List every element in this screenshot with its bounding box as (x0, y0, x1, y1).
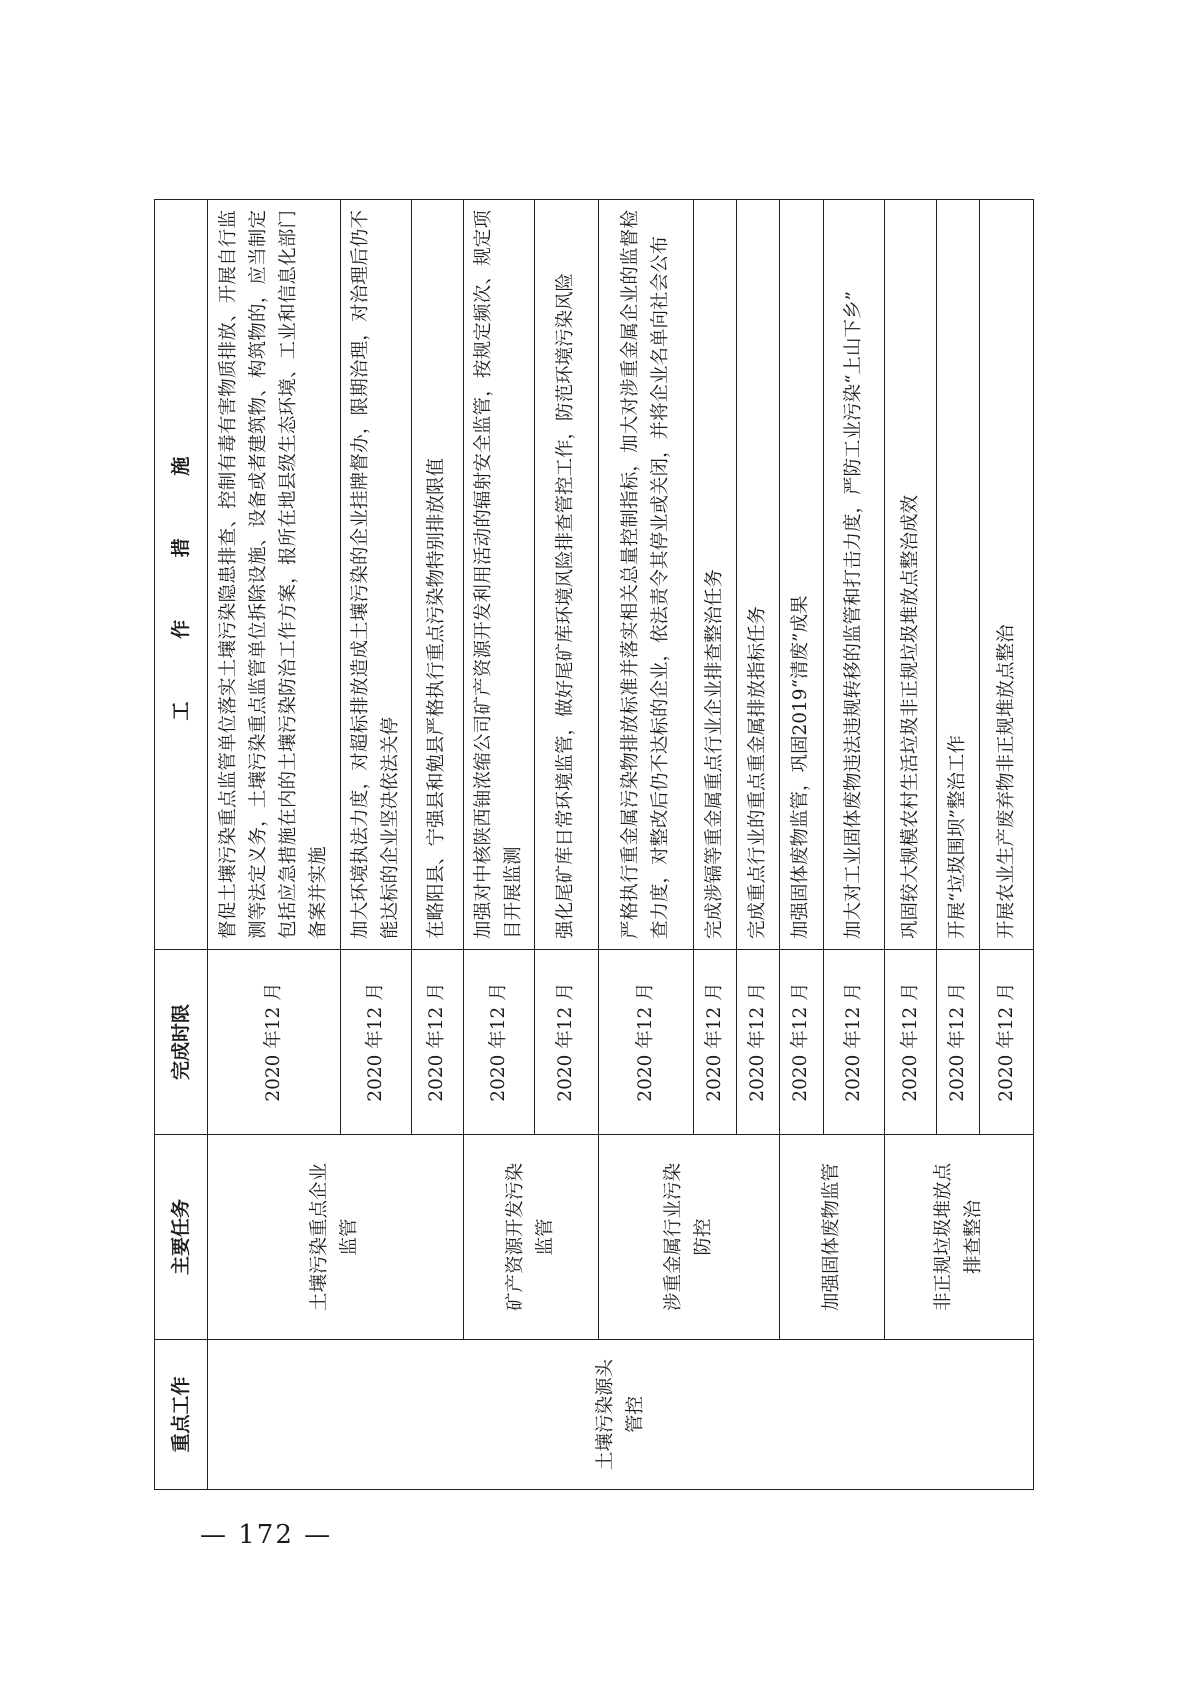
deadline-cell: 2020 年12 月 (598, 950, 693, 1135)
rotated-table-container (154, 200, 1034, 1490)
measure-cell: 督促土壤污染重点监管单位落实土壤污染隐患排查、控制有毒有害物质排放、开展自行监测等法定义务，土壤污染重点监管单位拆除设施、设备或者建筑物、构筑物的，应当制定包括应急措施在内的土壤污染防治工作方案，报所在地县级生态环境、工业和信息化部门备案并实施 (208, 200, 341, 950)
measure-cell: 加强对中核陕西铀浓缩公司矿产资源开发利用活动的辐射安全监管，按规定频次、规定项目开展监测 (463, 200, 534, 950)
measure-cell: 加大对工业固体废物违法违规转移的监管和打击力度，严防工业污染“上山下乡” (823, 200, 885, 950)
deadline-cell: 2020 年12 月 (936, 950, 979, 1135)
header-measures: 工 作 措 施 (155, 200, 208, 950)
measure-cell: 巩固较大规模农村生活垃圾非正规垃圾堆放点整治成效 (885, 200, 937, 950)
measure-cell: 完成涉镉等重金属重点行业企业排查整治任务 (693, 200, 736, 950)
header-main-task: 主要任务 (155, 1135, 208, 1340)
task-mineral-resources: 矿产资源开发污染监管 (504, 1163, 556, 1312)
work-measures-table (154, 199, 1034, 1490)
measure-cell: 开展“垃圾围坝”整治工作 (936, 200, 979, 950)
task-soil-enterprise: 土壤污染重点企业监管 (309, 1163, 361, 1312)
key-work-cell: 土壤污染源头管控 (208, 1340, 1034, 1490)
page-number: — 172 — (200, 1520, 333, 1550)
deadline-cell: 2020 年12 月 (693, 950, 736, 1135)
table-header-row (155, 200, 208, 1490)
deadline-cell: 2020 年12 月 (780, 950, 823, 1135)
table-row (780, 200, 823, 1490)
deadline-cell: 2020 年12 月 (534, 950, 598, 1135)
deadline-cell: 2020 年12 月 (823, 950, 885, 1135)
table-row (598, 200, 693, 1490)
task-solid-waste: 加强固体废物监管 (821, 1163, 843, 1312)
task-garbage-sites: 非正规垃圾堆放点排查整治 (933, 1163, 985, 1312)
header-deadline: 完成时限 (155, 950, 208, 1135)
task-cell (885, 1135, 1034, 1340)
task-cell (208, 1135, 464, 1340)
measure-cell: 完成重点行业的重点重金属排放指标任务 (736, 200, 779, 950)
deadline-cell: 2020 年12 月 (885, 950, 937, 1135)
deadline-cell: 2020 年12 月 (412, 950, 464, 1135)
task-heavy-metal: 涉重金属行业污染防控 (662, 1163, 714, 1312)
table-row (463, 200, 534, 1490)
measure-cell: 加强固体废物监管，巩固2019“清废”成果 (780, 200, 823, 950)
header-key-work: 重点工作 (155, 1340, 208, 1490)
measure-cell: 开展农业生产废弃物非正规堆放点整治 (980, 200, 1034, 950)
measure-cell: 在略阳县、宁强县和勉县严格执行重点污染物特别排放限值 (412, 200, 464, 950)
table-row (208, 200, 341, 1490)
deadline-cell: 2020 年12 月 (736, 950, 779, 1135)
table-row (885, 200, 937, 1490)
deadline-cell: 2020 年12 月 (208, 950, 341, 1135)
task-cell (780, 1135, 885, 1340)
task-cell (598, 1135, 779, 1340)
deadline-cell: 2020 年12 月 (341, 950, 412, 1135)
task-cell (463, 1135, 598, 1340)
measure-cell: 加大环境执法力度，对超标排放造成土壤污染的企业挂牌督办，限期治理，对治理后仍不能达标的企业坚决依法关停 (341, 200, 412, 950)
measure-cell: 严格执行重金属污染物排放标准并落实相关总量控制指标，加大对涉重金属企业的监督检查力度，对整改后仍不达标的企业，依法责令其停业或关闭，并将企业名单向社会公布 (598, 200, 693, 950)
deadline-cell: 2020 年12 月 (980, 950, 1034, 1135)
measure-cell: 强化尾矿库日常环境监管，做好尾矿库环境风险排查管控工作，防范环境污染风险 (534, 200, 598, 950)
deadline-cell: 2020 年12 月 (463, 950, 534, 1135)
